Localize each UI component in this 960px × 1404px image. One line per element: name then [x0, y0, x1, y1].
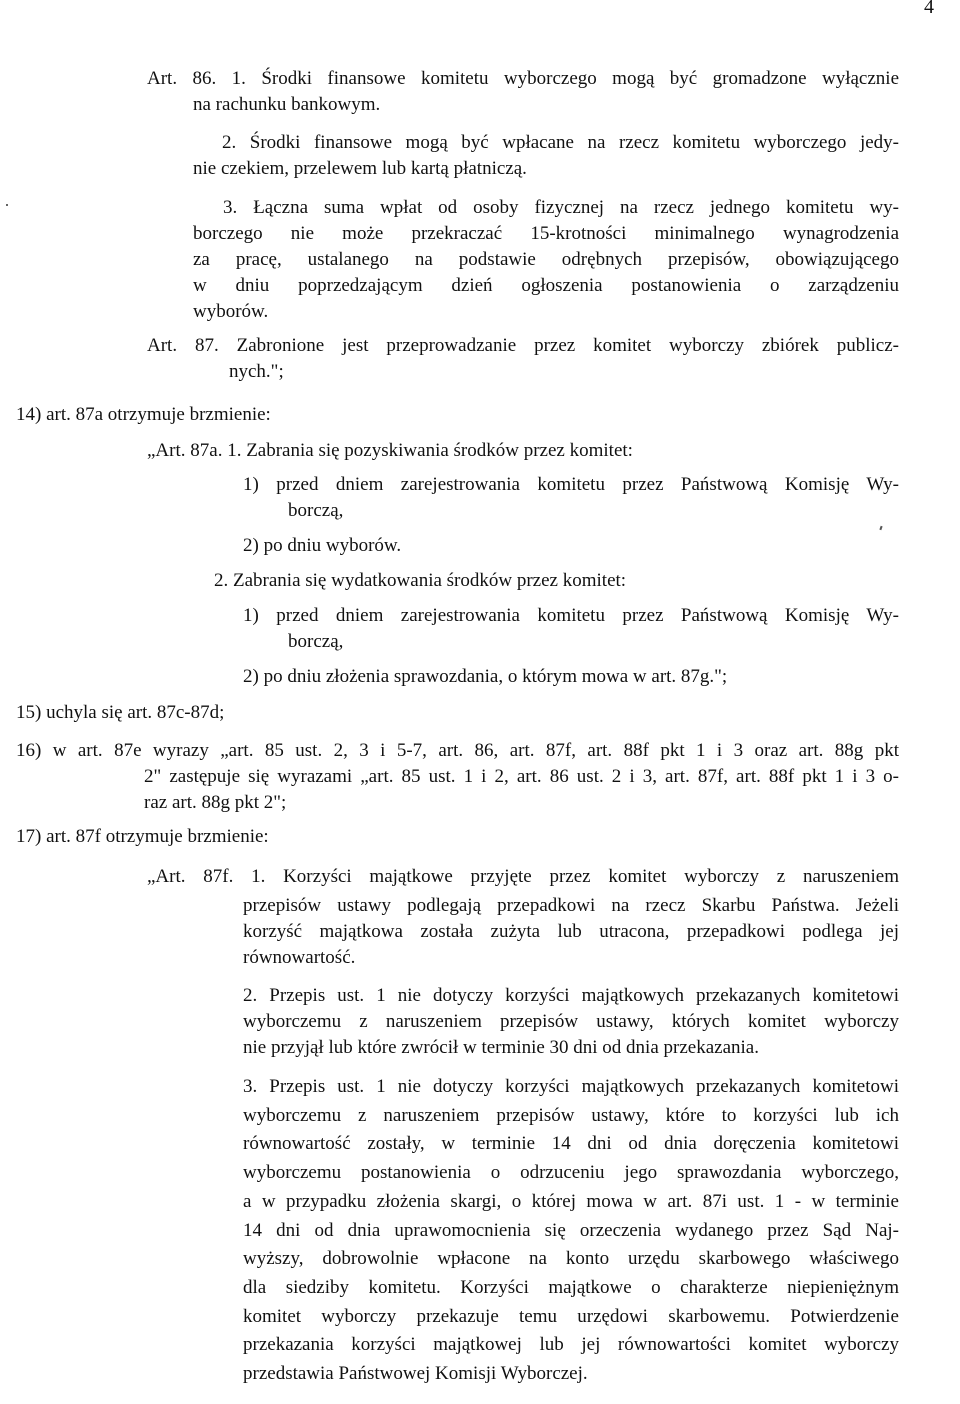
page-number: 4	[924, 0, 934, 18]
text-line: wyborczemu z naruszeniem przepisów ustawy, których komitet wyborczy	[243, 1011, 899, 1032]
art87f-par2	[243, 983, 899, 1061]
text-line: na rachunku bankowym.	[193, 94, 381, 115]
text-line: borczą,	[288, 500, 344, 521]
art87a-par2-point2	[243, 664, 727, 690]
text-line: 2. Środki finansowe mogą być wpłacane na rzecz komitetu wyborczego jedy-	[222, 132, 899, 153]
text-line: 17) art. 87f otrzymuje brzmienie:	[16, 826, 269, 847]
text-line: Art. 86. 1. Środki finansowe komitetu wyborczego mogą być gromadzone wyłącznie	[147, 68, 899, 89]
text-line: „Art. 87a. 1. Zabrania się pozyskiwania środków przez komitet:	[147, 440, 633, 461]
text-line: wyższy, dobrowolnie wpłacone na konto urzędu skarbowego właściwego	[243, 1248, 899, 1270]
text-line: 16) w art. 87e wyrazy „art. 85 ust. 2, 3 i 5-7, art. 86, art. 87f, art. 88f pkt 1 i 3 oraz art. 88g pkt	[16, 740, 899, 761]
text-line: przedstawia Państwowej Komisji Wyborczej.	[243, 1363, 588, 1385]
text-line: „Art. 87f. 1. Korzyści majątkowe przyjęte przez komitet wyborczy z naruszeniem	[147, 866, 899, 887]
text-line: borczego nie może przekraczać 15-krotności minimalnego wynagrodzenia	[193, 223, 899, 244]
text-line: Art. 87. Zabronione jest przeprowadzanie przez komitet wyborczy zbiórek publicz-	[147, 335, 899, 356]
text-line: a w przypadku złożenia skargi, o której mowa w art. 87i ust. 1 - w terminie	[243, 1190, 899, 1212]
text-line: wyborczemu postanowienia o odrzuceniu jego sprawozdania wyborczego,	[243, 1162, 899, 1184]
scan-mark	[879, 526, 882, 530]
text-line: przekazania korzyści majątkowej lub jej równowartości komitet wyborczy	[243, 1334, 899, 1356]
text-line: 1) przed dniem zarejestrowania komitetu przez Państwową Komisję Wy-	[243, 474, 899, 495]
art87f-par1	[147, 864, 899, 890]
text-line: wyborów.	[193, 301, 269, 322]
item-17-intro	[16, 824, 269, 850]
text-line: 3. Łączna suma wpłat od osoby fizycznej na rzecz jednego komitetu wy-	[223, 197, 899, 218]
text-line: 2. Zabrania się wydatkowania środków przez komitet:	[214, 570, 627, 591]
scan-speck	[6, 204, 8, 206]
text-line: 15) uchyla się art. 87c-87d;	[16, 702, 225, 723]
art86-par2	[193, 130, 899, 182]
text-line: raz art. 88g pkt 2";	[144, 792, 287, 813]
text-line: nych.";	[229, 361, 284, 382]
art86-par1	[147, 66, 899, 118]
art87a-par2	[214, 568, 626, 594]
text-line: 2) po dniu wyborów.	[243, 535, 402, 556]
art87a-par1-point2	[243, 533, 401, 559]
text-line: równowartość zostały, w terminie 14 dni od dnia doręczenia komitetowi	[243, 1133, 899, 1155]
text-line: 2. Przepis ust. 1 nie dotyczy korzyści majątkowych przekazanych komitetowi	[243, 985, 899, 1006]
art87f-par1-cont	[243, 893, 899, 971]
text-line: 1) przed dniem zarejestrowania komitetu przez Państwową Komisję Wy-	[243, 605, 899, 626]
text-line: nie czekiem, przelewem lub kartą płatniczą.	[193, 158, 527, 179]
text-line: 14 dni od dnia uprawomocnienia się orzeczenia wydanego przez Sąd Naj-	[243, 1219, 899, 1241]
text-line: 2" zastępuje się wyrazami „art. 85 ust. 1 i 2, art. 86 ust. 2 i 3, art. 87f, art. 88f pkt 1 i 3 o-	[144, 766, 899, 787]
text-line: w dniu poprzedzającym dzień ogłoszenia postanowienia o zarządzeniu	[193, 275, 899, 296]
text-line: nie przyjął lub które zwrócił w terminie 30 dni od dnia przekazania.	[243, 1037, 759, 1058]
text-line: korzyść majątkowa została zużyta lub utracona, przepadkowi podlega jej	[243, 921, 899, 942]
art87	[147, 333, 899, 385]
text-line: 2) po dniu złożenia sprawozdania, o którym mowa w art. 87g.";	[243, 666, 728, 687]
art87a-par2-point1	[243, 603, 899, 655]
item-14-intro	[16, 402, 271, 428]
art86-par3	[193, 195, 899, 325]
art87a-par1-point1	[243, 472, 899, 524]
item-16	[16, 738, 899, 816]
text-line: borczą,	[288, 631, 344, 652]
item-15	[16, 700, 224, 726]
text-line: równowartość.	[243, 947, 356, 968]
text-line: 3. Przepis ust. 1 nie dotyczy korzyści majątkowych przekazanych komitetowi	[243, 1076, 899, 1097]
text-line: przepisów ustawy podlegają przepadkowi na rzecz Skarbu Państwa. Jeżeli	[243, 895, 899, 916]
text-line: wyborczemu z naruszeniem przepisów ustawy, które to korzyści lub ich	[243, 1104, 899, 1126]
art87a-par1	[147, 438, 633, 464]
text-line: 14) art. 87a otrzymuje brzmienie:	[16, 404, 271, 425]
art87f-par3	[243, 1073, 899, 1389]
text-line: za pracę, ustalanego na podstawie odrębnych przepisów, obowiązującego	[193, 249, 899, 270]
text-line: dla siedziby komitetu. Korzyści majątkowe o charakterze niepieniężnym	[243, 1276, 899, 1298]
text-line: komitet wyborczy przekazuje temu urzędowi skarbowemu. Potwierdzenie	[243, 1305, 899, 1327]
